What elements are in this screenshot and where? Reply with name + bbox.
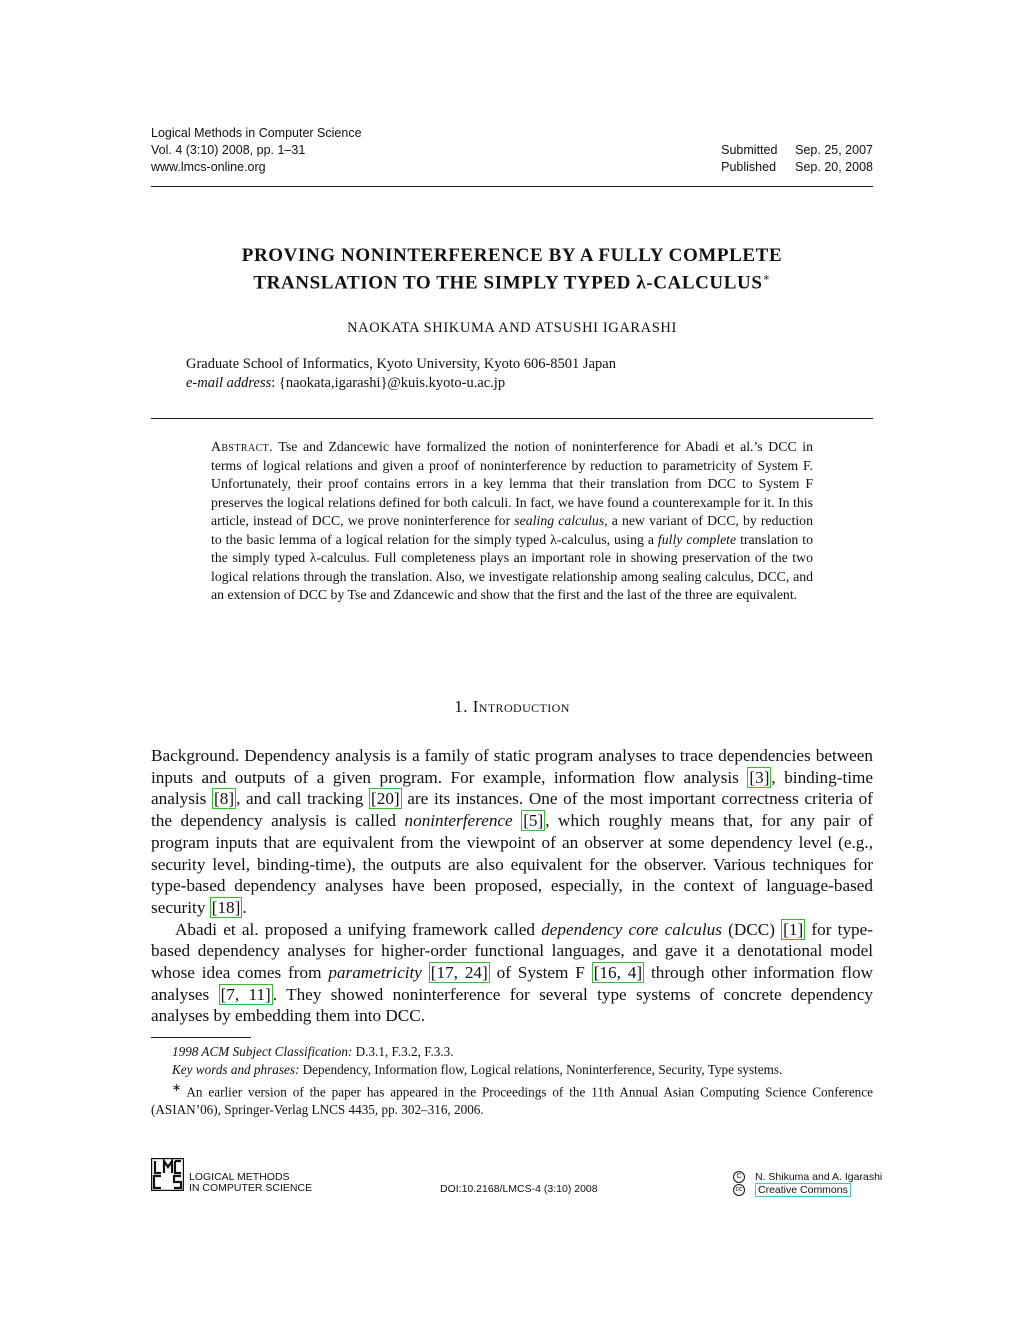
text-run: . They showed noninterference for several type systems of concrete dependency analyses by embedding them into DCC.	[151, 984, 873, 1026]
text-run: through other information flow analyses	[151, 963, 873, 1004]
emphasis: parametricity	[328, 963, 422, 983]
paragraph-2	[151, 919, 873, 1028]
text-run: , binding-time analysis	[151, 767, 873, 809]
abstract-text-3: translation to the simply typed λ-calculus. Full completeness plays an important role in showing preservation of the two logical relations through the translation. Also, we investigate relationship among sealing calculus, DCC, and an extension of DCC by Tse and Zdancewic and show that the first and the last of the three are equivalent.	[211, 531, 813, 602]
text-run: are its instances. One of the most important correctness criteria of the dependency analysis is called	[151, 789, 873, 831]
acm-classification	[151, 1043, 873, 1061]
citation-link[interactable]: [8]	[214, 789, 235, 809]
section-title: Introduction	[472, 697, 570, 716]
text-run: (DCC)	[721, 919, 782, 939]
journal-name: Logical Methods in Computer Science	[151, 126, 362, 140]
submitted-date: Sep. 25, 2007	[795, 143, 873, 157]
affiliation-rule	[151, 418, 873, 419]
text-run: .	[242, 897, 247, 917]
text-run: Background. Dependency analysis is a family of static program analyses to trace dependencies between inputs and outputs of a given program. For example, information flow analysis	[151, 746, 873, 787]
text-run: Abadi et al. proposed a unifying framework called	[175, 919, 542, 939]
header-rule	[151, 186, 873, 187]
keywords-label: Key words and phrases:	[172, 1062, 300, 1077]
section-heading	[151, 697, 873, 717]
footnote-rule	[151, 1037, 251, 1038]
doi: DOI:10.2168/LMCS-4 (3:10) 2008	[440, 1183, 598, 1195]
keywords	[151, 1061, 873, 1079]
abstract-text-2: , a new variant of DCC, by reduction to the basic lemma of a logical relation for the simply typed λ-calculus, using a	[211, 513, 813, 547]
citation-link[interactable]: [5]	[523, 811, 544, 831]
footnote-text: An earlier version of the paper has appeared in the Proceedings of the 11th Annual Asian Computing Science Conference (ASIAN’06), Springer-Verlag LNCS 4435, pp. 302–316, 2006.	[151, 1084, 873, 1118]
acm-label: 1998 ACM Subject Classification:	[172, 1044, 353, 1059]
citation-link[interactable]: [16, 4]	[593, 963, 643, 983]
emphasis: noninterference	[404, 811, 513, 831]
footnote-mark: ∗	[172, 1082, 182, 1094]
logo-line-1: LOGICAL METHODS	[189, 1171, 290, 1183]
body-text	[151, 745, 873, 1027]
text-run	[422, 963, 429, 982]
submitted-label: Submitted	[721, 143, 778, 157]
citation-link[interactable]: [1]	[783, 919, 804, 939]
abstract	[211, 438, 813, 605]
title-footnote-mark: ∗	[762, 272, 771, 284]
emphasis: dependency core calculus	[541, 919, 722, 939]
copyright-icon: C	[733, 1171, 745, 1183]
footnotes	[151, 1043, 873, 1119]
published-date: Sep. 20, 2008	[795, 160, 873, 174]
affiliation-block	[186, 355, 616, 393]
journal-website[interactable]: www.lmcs-online.org	[151, 160, 266, 174]
authors: NAOKATA SHIKUMA AND ATSUSHI IGARASHI	[347, 320, 677, 336]
paper-title	[151, 244, 873, 294]
text-run: for type-based dependency analyses for higher-order functional languages, and gave it a denotational model whose idea comes from	[151, 919, 873, 983]
copyright-holder: N. Shikuma and A. Igarashi	[755, 1171, 883, 1183]
logo-line-2: IN COMPUTER SCIENCE	[189, 1182, 313, 1194]
paragraph-1	[151, 745, 873, 919]
copyright-block	[733, 1171, 882, 1197]
text-run	[513, 811, 522, 830]
citation-link[interactable]: [17, 24]	[430, 963, 488, 983]
abstract-label: Abstract.	[211, 439, 274, 454]
email-address[interactable]: : {naokata,igarashi}@kuis.kyoto-u.ac.jp	[271, 375, 506, 391]
creative-commons-icon: cc	[733, 1184, 745, 1196]
published-label: Published	[721, 160, 777, 174]
abstract-emphasis-2: fully complete	[657, 531, 737, 547]
keywords-value: Dependency, Information flow, Logical relations, Noninterference, Security, Type systems.	[299, 1062, 783, 1077]
citation-link[interactable]: [3]	[749, 767, 770, 787]
section-number: 1.	[454, 697, 473, 716]
logo-text	[189, 1172, 312, 1194]
text-run: , which roughly means that, for any pair of program inputs that are equivalent from the viewpoint of an observer at some dependency level (e.g., security level, binding-time), the outputs are also equivalent for the observer. Various techniques for type-based dependency analyses have been proposed, especially, in the context of language-based security	[151, 811, 873, 917]
creative-commons-link[interactable]: Creative Commons	[755, 1183, 851, 1197]
title-line-1: PROVING NONINTERFERENCE BY A FULLY COMPLETE	[241, 245, 783, 266]
abstract-emphasis-1: sealing calculus	[514, 513, 605, 528]
text-run: , and call tracking	[236, 789, 369, 809]
lmcs-logo-icon	[151, 1158, 184, 1191]
acm-value: D.3.1, F.3.2, F.3.3.	[352, 1044, 454, 1059]
text-run: of System F	[489, 963, 592, 983]
dates-block	[721, 142, 873, 176]
citation-link[interactable]: [7, 11]	[220, 984, 271, 1004]
journal-volume: Vol. 4 (3:10) 2008, pp. 1–31	[151, 143, 306, 157]
title-line-2: TRANSLATION TO THE SIMPLY TYPED λ-CALCULUS	[253, 272, 763, 294]
email-label: e-mail address	[186, 375, 272, 391]
affiliation: Graduate School of Informatics, Kyoto University, Kyoto 606-8501 Japan	[186, 356, 616, 372]
journal-header	[151, 125, 362, 176]
citation-link[interactable]: [20]	[371, 789, 400, 809]
earlier-version-note	[151, 1079, 873, 1119]
abstract-text-1: Tse and Zdancewic have formalized the notion of noninterference for Abadi et al.’s DCC in terms of logical relations and given a proof of noninterference by reduction to parametricity of System F. Unfortunately, their proof contains errors in a key lemma that their translation from DCC to System F preserves the logical relations defined for both calculi. In fact, we have found a counterexample for it. In this article, instead of DCC, we prove noninterference for	[211, 439, 813, 528]
citation-link[interactable]: [18]	[211, 897, 241, 917]
